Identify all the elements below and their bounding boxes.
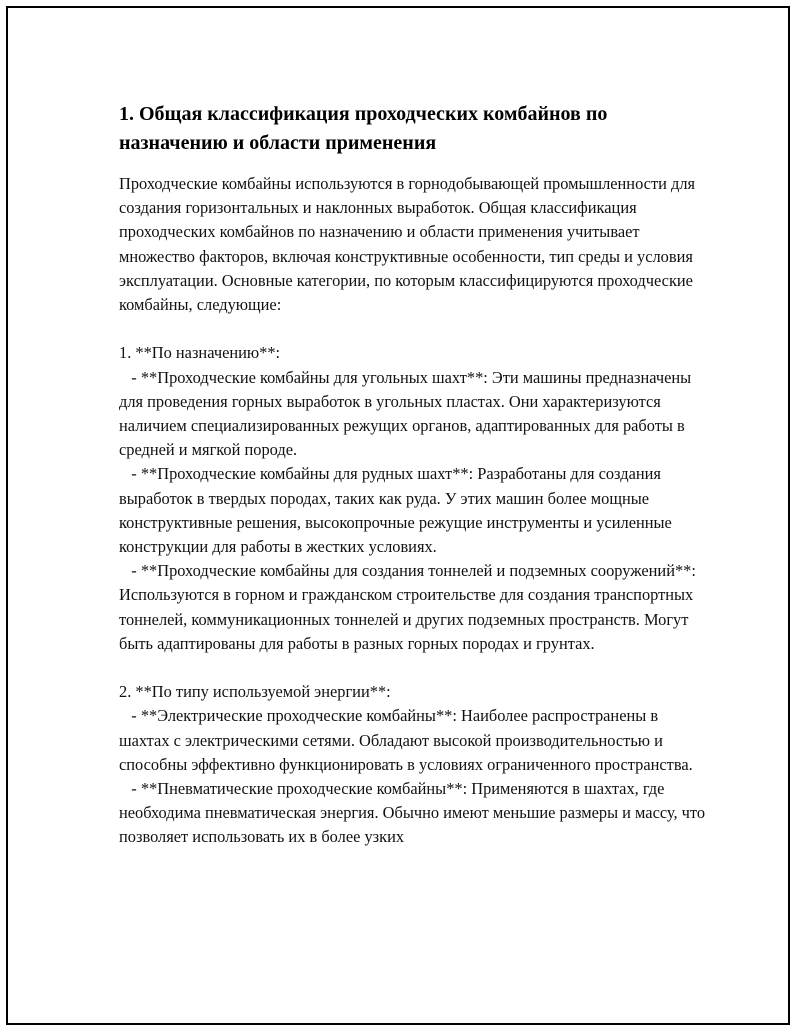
- item-text: - **Проходческие комбайны для создания тоннелей и подземных сооружений**: Используются в горном и гражданском строительстве для создания транспортных тоннелей, коммуникационных тоннелей и других подземных пространств. Могут быть адаптированы для работы в разных горных породах и грунтах.: [119, 561, 701, 653]
- section-1-item-3: [119, 559, 709, 656]
- item-text: - **Проходческие комбайны для рудных шахт**: Разработаны для создания выработок в твердых породах, таких как руда. У этих машин более мощные конструктивные решения, высокопрочные режущие инструменты и усиленные конструкции для работы в жестких условиях.: [119, 464, 676, 557]
- section-1-item-2: [119, 462, 709, 559]
- section-2-item-1: [119, 704, 709, 777]
- item-text: - **Пневматические проходческие комбайны**: Применяются в шахтах, где необходима пневматическая энергия. Обычно имеют меньшие размеры и массу, что позволяет использовать их в более узких: [119, 779, 710, 847]
- item-text: - **Электрические проходческие комбайны**: Наиболее распространены в шахтах с электрическими сетями. Обладают высокой производительностью и способны эффективно функционировать в условиях ограниченного пространства.: [119, 706, 693, 774]
- document-body: [119, 100, 709, 850]
- section-1-heading: 1. **По назначению**:: [119, 343, 281, 363]
- paragraph-gap: [119, 317, 709, 341]
- page-frame: [6, 6, 790, 1025]
- item-text: - **Проходческие комбайны для угольных шахт**: Эти машины предназначены для проведения горных выработок в угольных пластах. Они характеризуются наличием специализированных режущих органов, адаптированных для работы в средней и мягкой породе.: [119, 367, 696, 460]
- section-1-item-1: [119, 366, 709, 463]
- paragraph-gap: [119, 656, 709, 680]
- section-2-item-2: [119, 777, 709, 850]
- document-title: 1. Общая классификация проходческих комбайнов по назначению и области применения: [119, 103, 608, 154]
- intro-paragraph: Проходческие комбайны используются в горнодобывающей промышленности для создания горизонтальных и наклонных выработок. Общая классификация проходческих комбайнов по назначению и области применения учитывает множество факторов, включая конструктивные особенности, тип среды и условия эксплуатации. Основные категории, по которым классифицируются проходческие комбайны, следующие:: [119, 174, 696, 315]
- section-2-heading: 2. **По типу используемой энергии**:: [119, 682, 391, 702]
